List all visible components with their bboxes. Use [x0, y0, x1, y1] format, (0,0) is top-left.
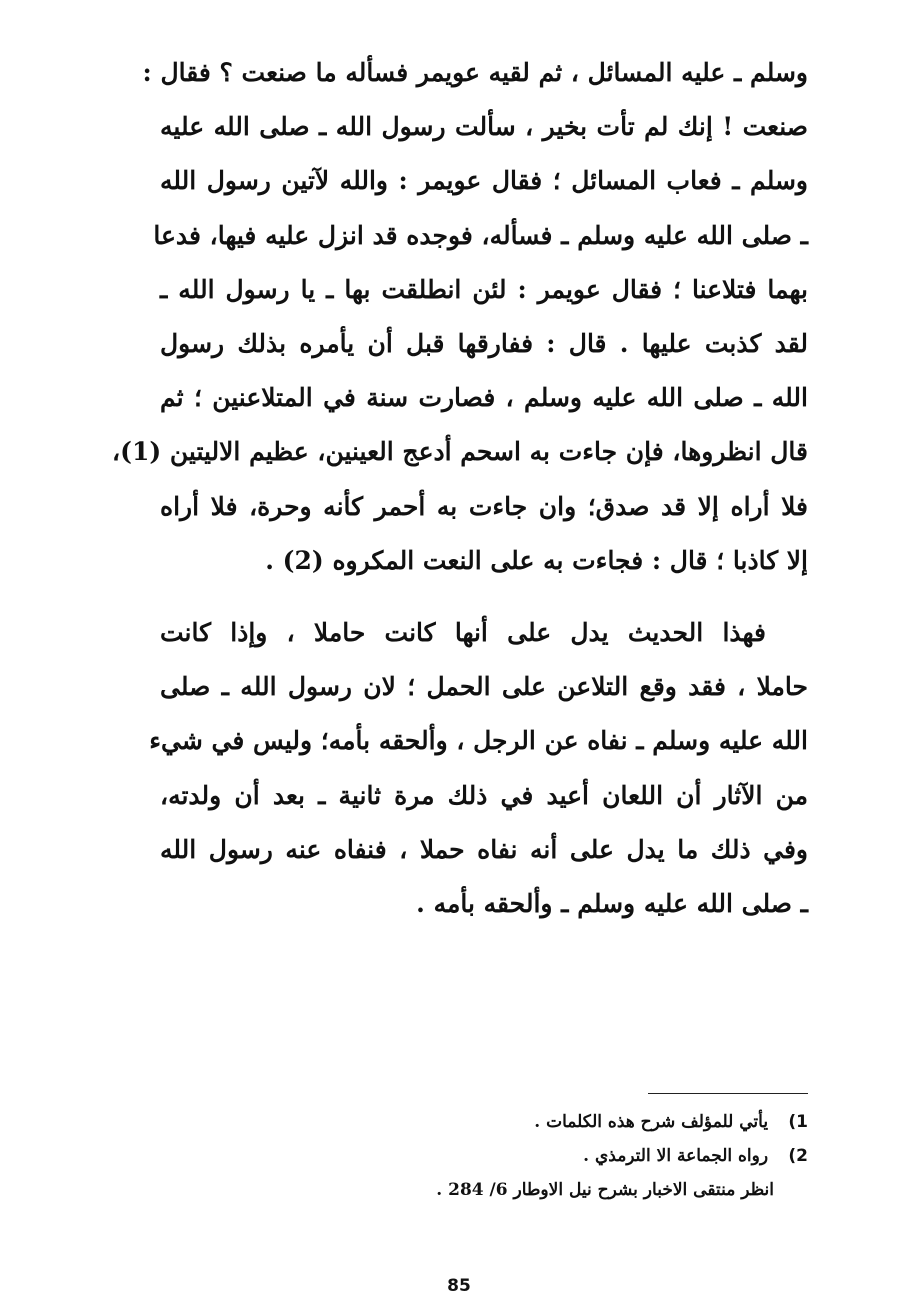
footnote-reference: انظر منتقى الاخبار بشرح نيل الاوطار 6/ 284 . — [436, 1180, 774, 1200]
footnote-text: رواه الجماعة الا الترمذي . — [583, 1146, 769, 1166]
text-line: الله ـ صلى الله عليه وسلم ، فصارت سنة في المتلاعنين ؛ ثم — [160, 383, 808, 413]
body-paragraph-2 — [149, 606, 808, 931]
footnote-text: يأتي للمؤلف شرح هذه الكلمات . — [534, 1112, 769, 1132]
footnote-separator — [648, 1093, 808, 1094]
text-line: وسلم ـ عليه المسائل ، ثم لقيه عويمر فسأله ما صنعت ؟ فقال : — [142, 58, 808, 87]
page-number: 85 — [447, 1276, 471, 1296]
footnote-number: 2) — [788, 1146, 808, 1166]
text-line: وفي ذلك ما يدل على أنه نفاه حملا ، فنفاه عنه رسول الله — [160, 834, 808, 864]
text-line: فهذا الحديث يدل على أنها كانت حاملا ، وإذا كانت — [160, 618, 766, 647]
text-line: وسلم ـ فعاب المسائل ؛ فقال عويمر : والله لآتين رسول الله — [160, 166, 808, 196]
text-line: بهما فتلاعنا ؛ فقال عويمر : لئن انطلقت بها ـ يا رسول الله ـ — [160, 274, 808, 304]
text-line: إلا كاذبا ؛ قال : فجاءت به على النعت المكروه (2) . — [265, 545, 808, 575]
text-line: صنعت ! إنك لم تأت بخير ، سألت رسول الله ـ صلى الله عليه — [160, 112, 808, 142]
text-line: ـ صلى الله عليه وسلم ـ وألحقه بأمه . — [416, 889, 808, 919]
footnotes — [308, 1105, 808, 1207]
text-line: الله عليه وسلم ـ نفاه عن الرجل ، وألحقه بأمه؛ وليس في شيء — [149, 726, 808, 756]
text-line: ـ صلى الله عليه وسلم ـ فسأله، فوجده قد انزل عليه فيها، فدعا — [153, 220, 808, 250]
text-line: من الآثار أن اللعان أعيد في ذلك مرة ثانية ـ بعد أن ولدته، — [160, 780, 808, 810]
footnote-number: 1) — [788, 1112, 808, 1132]
footnote-item — [308, 1139, 808, 1173]
footnote-item — [308, 1105, 808, 1139]
text-line: حاملا ، فقد وقع التلاعن على الحمل ؛ لان رسول الله ـ صلى — [160, 672, 808, 702]
body-paragraph-1 — [112, 46, 808, 588]
text-line: لقد كذبت عليها . قال : ففارقها قبل أن يأمره بذلك رسول — [160, 329, 808, 359]
text-line: فلا أراه إلا قد صدق؛ وان جاءت به أحمر كأنه وحرة، فلا أراه — [160, 491, 808, 521]
text-line: قال انظروها، فإن جاءت به اسحم أدعج العينين، عظيم الاليتين (1)، — [112, 437, 808, 467]
